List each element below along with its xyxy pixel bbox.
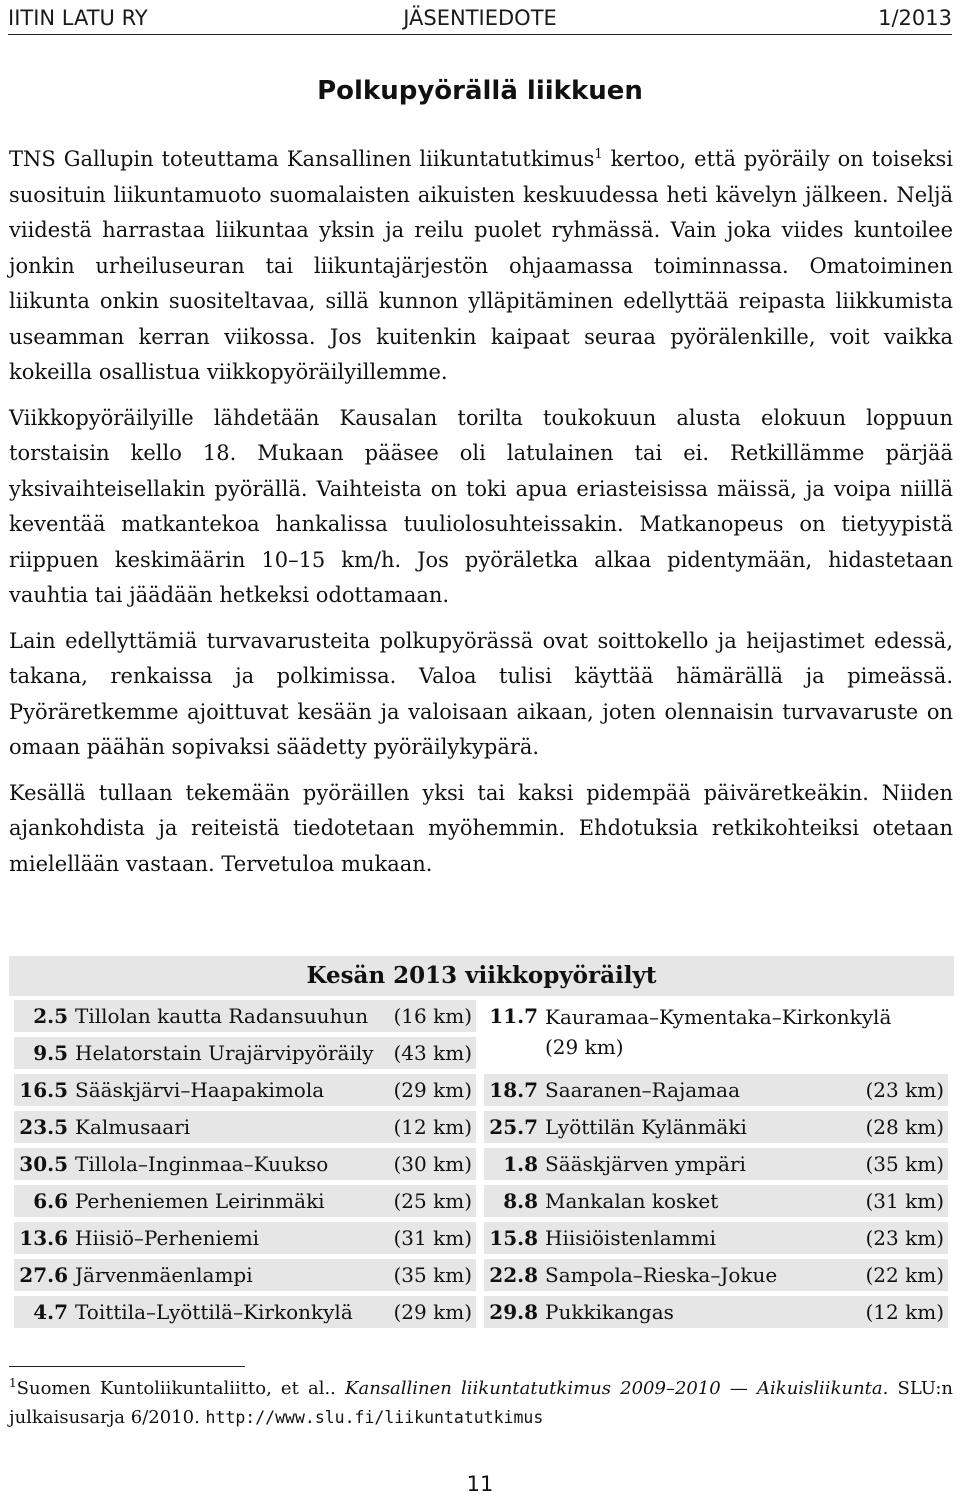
ride-distance: (23 km) (865, 1226, 944, 1250)
paragraph-1-start: TNS Gallupin toteuttama Kansallinen liikuntatutkimus (9, 147, 595, 171)
ride-date: 6.6 (33, 1189, 68, 1213)
ride-date: 27.6 (19, 1263, 68, 1287)
ride-distance: (16 km) (393, 1004, 472, 1028)
article-body (9, 142, 953, 892)
ride-distance: (22 km) (865, 1263, 944, 1287)
ride-distance: (31 km) (865, 1189, 944, 1213)
footnote-series: SLU:n julkaisusarja 6/2010. (9, 1378, 953, 1428)
ride-distance: (35 km) (393, 1263, 472, 1287)
ride-distance: (28 km) (865, 1115, 944, 1139)
ride-distance: (35 km) (865, 1152, 944, 1176)
ride-date: 4.7 (33, 1300, 68, 1324)
schedule-row (484, 1111, 948, 1143)
ride-distance: (12 km) (393, 1115, 472, 1139)
footnote-url-link[interactable]: http://www.slu.fi/liikuntatutkimus (205, 1408, 544, 1427)
footnote-divider (9, 1366, 245, 1367)
ride-route: Hiisiö–Perheniemi (75, 1226, 260, 1250)
paragraph-4: Kesällä tullaan tekemään pyöräillen yksi tai kaksi pidempää päiväretkeäkin. Niiden ajankohdista ja reiteistä tiedotetaan myöhemmin. Ehdotuksia retkikohteiksi otetaan mielellään vastaan. Tervetuloa mukaan. (9, 780, 953, 876)
footnote-authors: Suomen Kuntoliikuntaliitto, et al.. (16, 1378, 346, 1399)
schedule-row (484, 1259, 948, 1291)
article-title: Polkupyörällä liikkuen (317, 76, 643, 106)
ride-distance: (30 km) (393, 1152, 472, 1176)
ride-route: Tillolan kautta Radansuuhun (75, 1004, 369, 1028)
schedule-row (14, 1000, 476, 1032)
ride-route: Toittila–Lyöttilä–Kirkonkylä (75, 1300, 353, 1324)
schedule-row (14, 1259, 476, 1291)
ride-date: 23.5 (19, 1115, 68, 1139)
ride-date: 13.6 (19, 1226, 68, 1250)
ride-route: Järvenmäenlampi (75, 1263, 253, 1287)
schedule-row (484, 1074, 948, 1106)
schedule-row (484, 1148, 948, 1180)
ride-date: 1.8 (503, 1152, 538, 1176)
ride-date: 22.8 (489, 1263, 538, 1287)
ride-date: 2.5 (33, 1004, 68, 1028)
ride-date: 18.7 (489, 1078, 538, 1102)
footnote (9, 1374, 953, 1432)
schedule-left-column (14, 1000, 476, 1333)
ride-date: 8.8 (503, 1189, 538, 1213)
schedule-right-column (484, 1000, 948, 1333)
ride-distance: (23 km) (865, 1078, 944, 1102)
schedule-row (14, 1074, 476, 1106)
ride-route: Tillola–Inginmaa–Kuukso (75, 1152, 329, 1176)
ride-distance: (29 km) (393, 1078, 472, 1102)
ride-distance: (31 km) (393, 1226, 472, 1250)
schedule-row (484, 1296, 948, 1328)
schedule-row (14, 1148, 476, 1180)
schedule-row (14, 1185, 476, 1217)
schedule-title: Kesän 2013 viikkopyöräilyt (9, 956, 954, 996)
issue-number: 1/2013 (878, 6, 952, 30)
schedule-row (14, 1037, 476, 1069)
ride-date: 9.5 (33, 1041, 68, 1065)
schedule-row (484, 1185, 948, 1217)
schedule-row (484, 1000, 948, 1069)
ride-route: Sääskjärven ympäri (545, 1152, 746, 1176)
ride-route: Saaranen–Rajamaa (545, 1078, 741, 1102)
ride-date: 29.8 (489, 1300, 538, 1324)
ride-route: Perheniemen Leirinmäki (75, 1189, 325, 1213)
paragraph-1 (9, 142, 953, 391)
ride-date: 15.8 (489, 1226, 538, 1250)
ride-route: Kauramaa–Kymentaka–Kirkonkylä (29 km) (545, 1005, 892, 1059)
ride-date: 16.5 (19, 1078, 68, 1102)
ride-date: 11.7 (489, 1004, 538, 1028)
ride-route: Helatorstain Urajärvipyöräily (75, 1041, 374, 1065)
page-header (8, 4, 952, 35)
footnote-work-title: Kansallinen liikuntatutkimus 2009–2010 — Aikuisliikunta. (345, 1378, 889, 1399)
ride-date: 30.5 (19, 1152, 68, 1176)
ride-route: Pukkikangas (545, 1300, 674, 1324)
page-number: 11 (466, 1472, 494, 1496)
ride-route: Kalmusaari (75, 1115, 191, 1139)
schedule-row (14, 1222, 476, 1254)
ride-route: Lyöttilän Kylänmäki (545, 1115, 747, 1139)
schedule-row (14, 1111, 476, 1143)
ride-distance: (29 km) (393, 1300, 472, 1324)
schedule-row (14, 1296, 476, 1328)
ride-route: Sääskjärvi–Haapakimola (75, 1078, 325, 1102)
paragraph-2: Viikkopyöräilyille lähdetään Kausalan torilta toukokuun alusta elokuun loppuun torstaisin kello 18. Mukaan pääsee oli latulainen tai ei. Retkillämme pärjää yksivaihteisellakin pyörällä. Vaihteista on toki apua eriasteisissa mäissä, ja voipa niillä keventää matkantekoa hankalissa tuuliolosuhteissakin. Matkanopeus on tietyypistä riippuen keskimäärin 10–15 km/h. Jos pyöräletka alkaa pidentymään, hidastetaan vauhtia tai jäädään hetkeksi odottamaan. (9, 405, 953, 607)
footnote-number: 1 (9, 1376, 17, 1390)
ride-route: Hiisiöistenlammi (545, 1226, 716, 1250)
footnote-marker[interactable]: 1 (594, 147, 603, 162)
ride-route: Sampola–Rieska–Jokue (545, 1263, 778, 1287)
ride-distance: (12 km) (865, 1300, 944, 1324)
schedule-row (484, 1222, 948, 1254)
org-name: IITIN LATU RY (8, 6, 148, 30)
paragraph-3: Lain edellyttämiä turvavarusteita polkupyörässä ovat soittokello ja heijastimet edessä, takana, renkaissa ja polkimissa. Valoa tulisi käyttää hämärällä ja pimeässä. Pyöräretkemme ajoittuvat kesään ja valoisaan aikaan, joten olennaisin turvavaruste on omaan päähän sopivaksi säädetty pyöräilykypärä. (9, 628, 953, 759)
ride-date: 25.7 (489, 1115, 538, 1139)
ride-route: Mankalan kosket (545, 1189, 719, 1213)
ride-distance: (43 km) (393, 1041, 472, 1065)
ride-distance: (25 km) (393, 1189, 472, 1213)
paragraph-1-rest: kertoo, että pyöräily on toiseksi suosituin liikuntamuoto suomalaisten aikuisten keskuudessa heti kävelyn jälkeen. Neljä viidestä harrastaa liikuntaa yksin ja reilu puolet ryhmässä. Vain joka viides kuntoilee jonkin urheiluseuran tai liikuntajärjestön ohjaamassa toiminnassa. Omatoiminen liikunta onkin suositeltavaa, sillä kunnon ylläpitäminen edellyttää reipasta liikkumista useamman kerran viikossa. Jos kuitenkin kaipaat seuraa pyörälenkille, voit vaikka kokeilla osallistua viikkopyöräilyillemme. (9, 147, 953, 384)
publication-name: JÄSENTIEDOTE (403, 6, 557, 30)
